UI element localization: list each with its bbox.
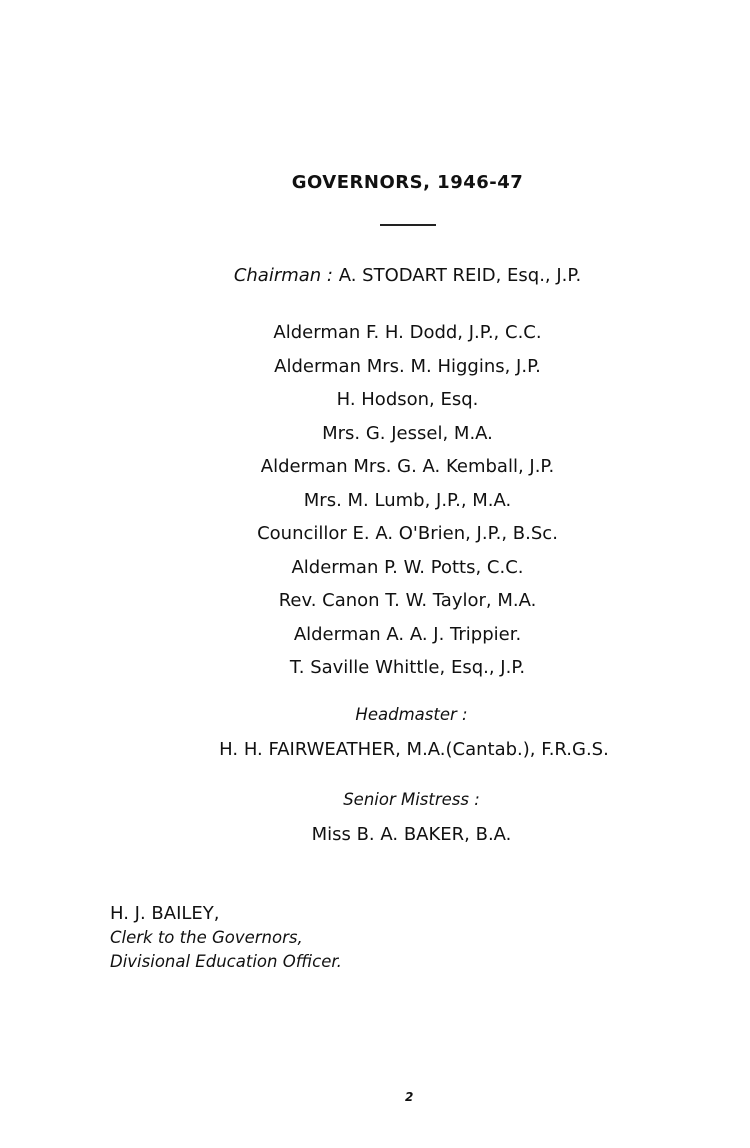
clerk-title: Clerk to the Governors, [110,928,303,947]
governor-item: Alderman F. H. Dodd, J.P., C.C. [273,322,542,343]
governor-item: T. Saville Whittle, Esq., J.P. [289,657,526,678]
clerk-block [110,902,342,974]
governor-item: H. Hodson, Esq. [336,389,479,410]
title-divider [380,224,436,226]
governor-item: Alderman A. A. J. Trippier. [293,623,522,645]
headmaster-label: Headmaster : [355,705,468,724]
governor-item: Rev. Canon T. W. Taylor, M.A. [278,590,537,611]
governor-item: Alderman Mrs. G. A. Kemball, J.P. [260,456,555,477]
clerk-office: Divisional Education Officer. [110,952,342,971]
chairman-line [0,265,750,286]
chairman-name: A. STODART REID, Esq., J.P. [338,265,582,286]
governor-item: Councillor E. A. O'Brien, J.P., B.Sc. [257,523,558,544]
headmaster-name: H. H. FAIRWEATHER, M.A.(Cantab.), F.R.G.S. [219,739,609,760]
governor-item: Alderman P. W. Potts, C.C. [291,556,524,578]
clerk-name: H. J. BAILEY, [110,903,220,924]
page-number: 2 [405,1090,414,1104]
page-title: GOVERNORS, 1946-47 [291,172,524,193]
governor-item: Mrs. G. Jessel, M.A. [322,422,493,444]
governors-list [0,316,750,685]
governor-item: Mrs. M. Lumb, J.P., M.A. [303,489,512,511]
senior-mistress-label: Senior Mistress : [343,790,480,809]
governor-item: Alderman Mrs. M. Higgins, J.P. [274,355,541,377]
senior-mistress-name: Miss B. A. BAKER, B.A. [311,824,512,845]
chairman-role: Chairman : [233,265,333,286]
